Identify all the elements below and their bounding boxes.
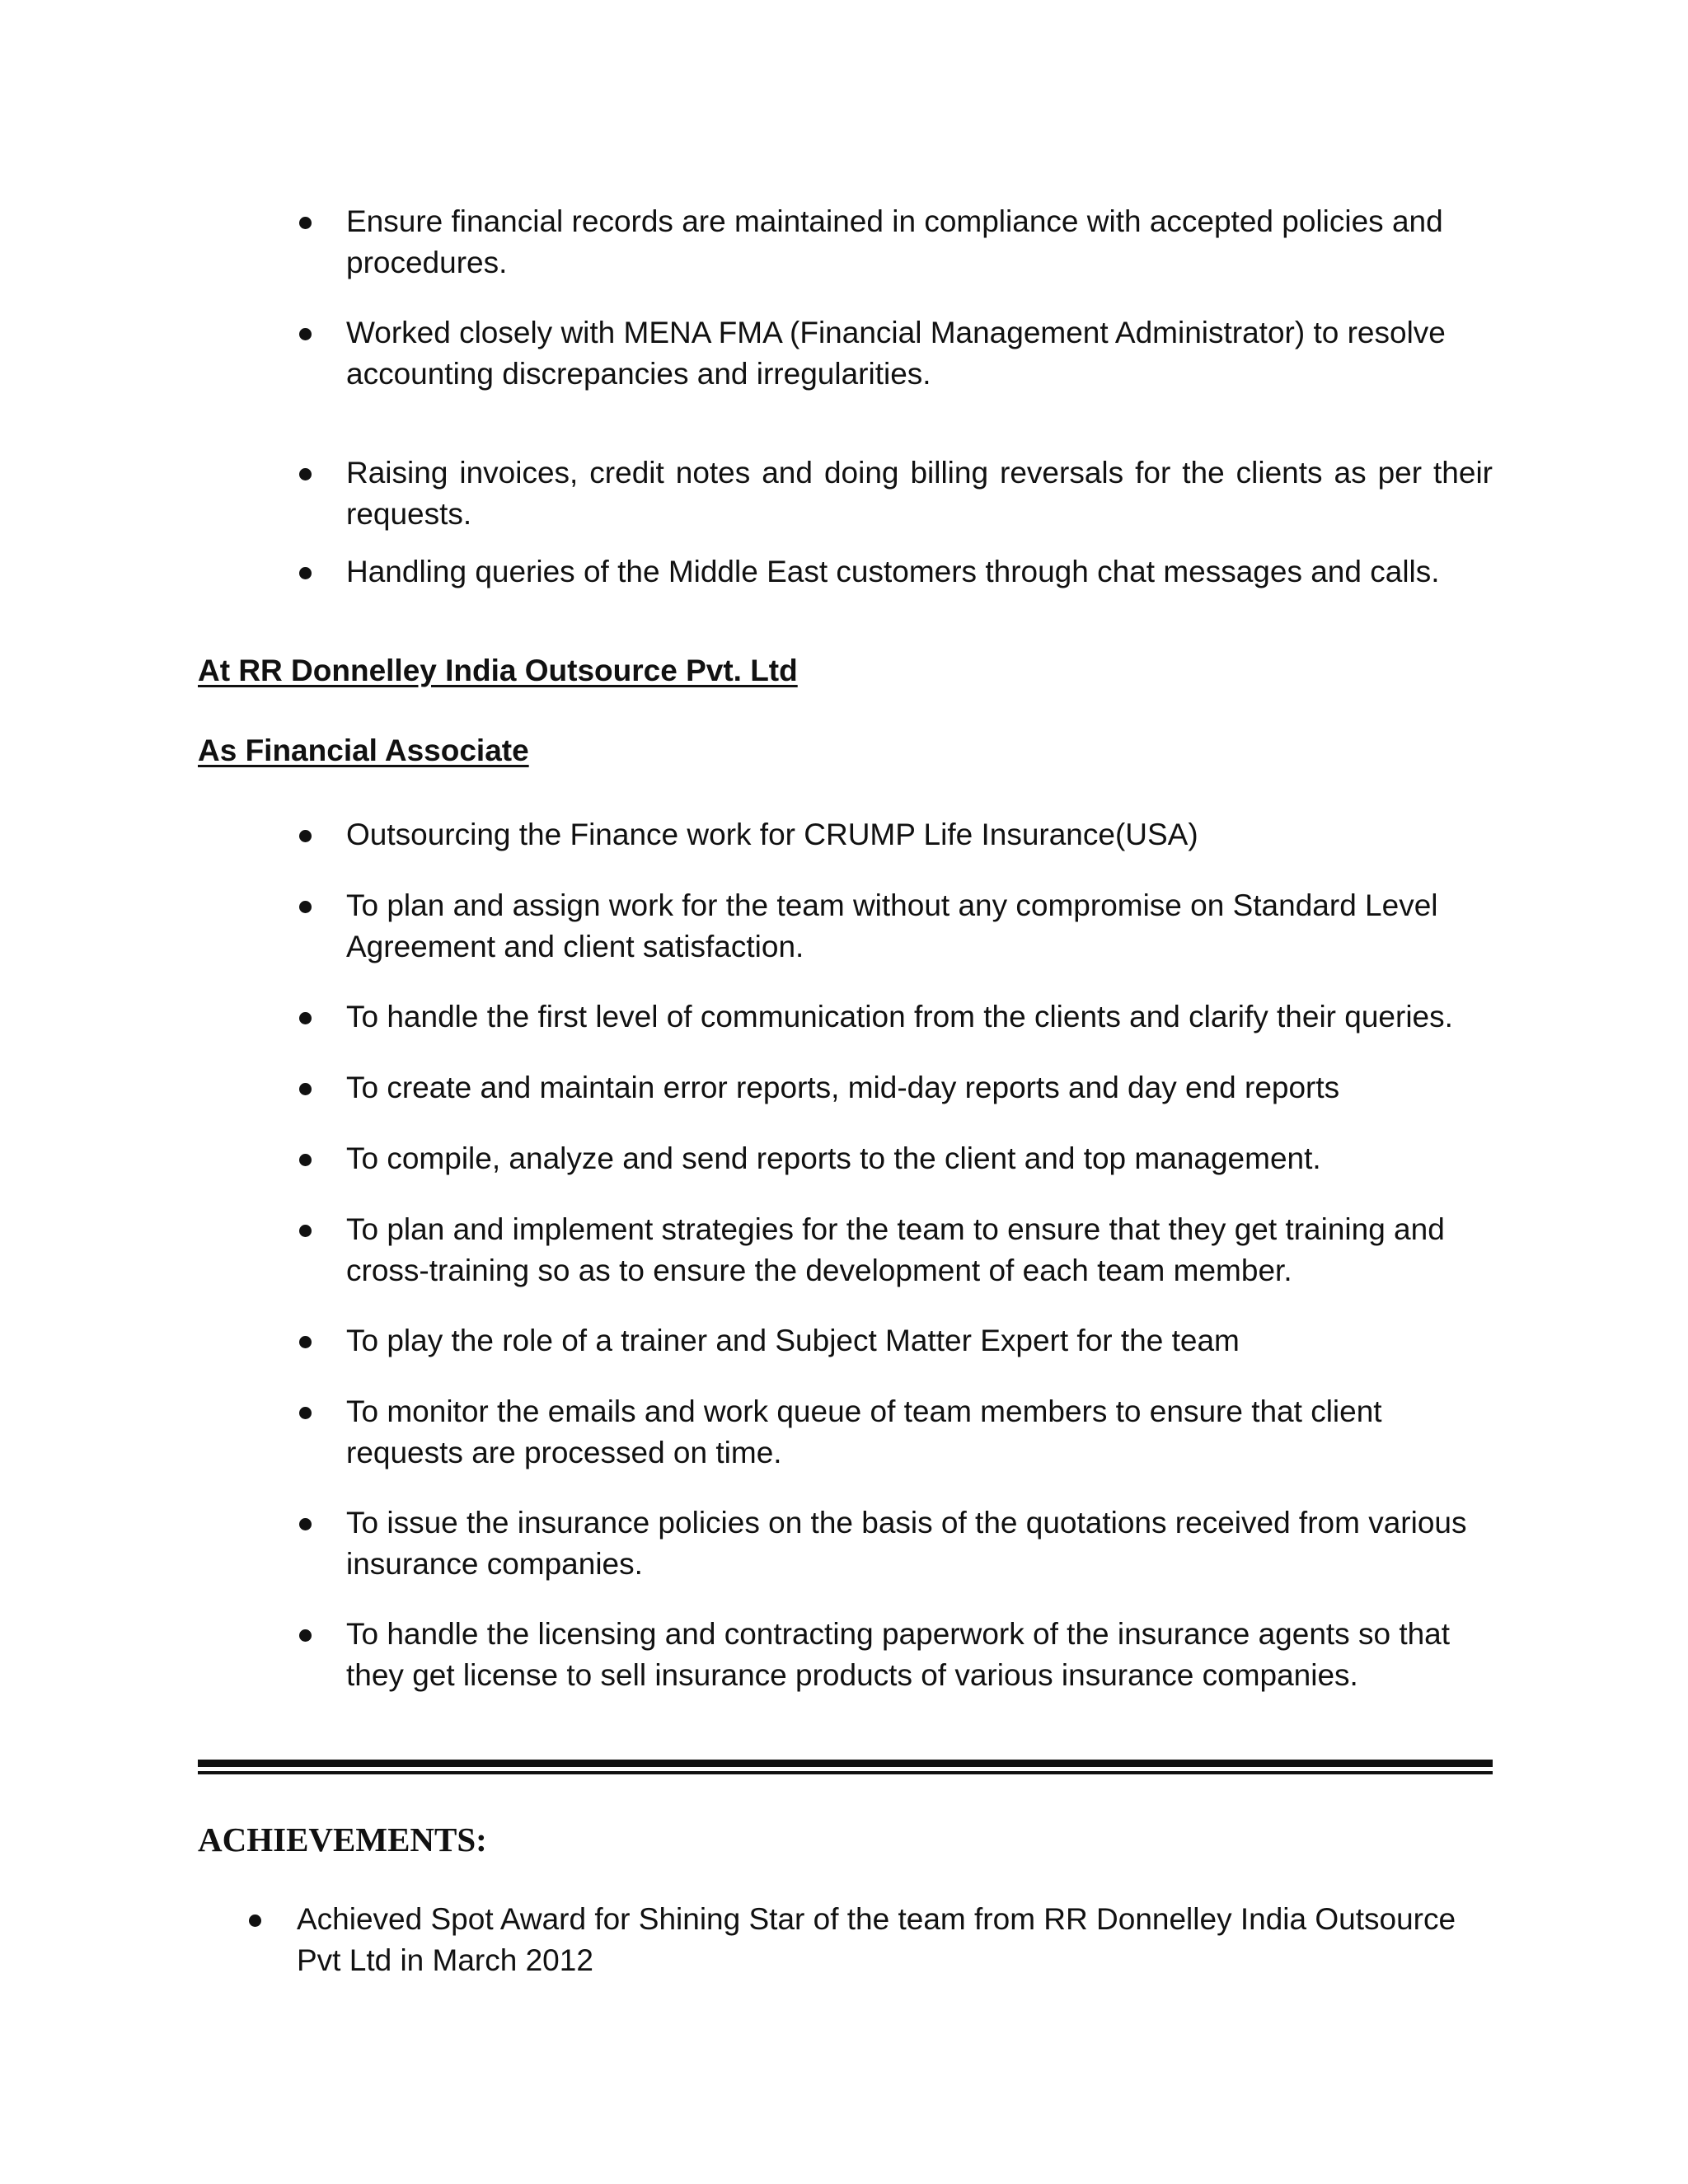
role-heading: As Financial Associate [198, 733, 529, 767]
divider-line-thick [198, 1760, 1493, 1767]
bullet-text: To compile, analyze and send reports to the client and top management. [346, 1141, 1321, 1175]
employer-heading: At RR Donnelley India Outsource Pvt. Ltd [198, 654, 798, 687]
bullet-icon [299, 1336, 312, 1348]
bullet-text: To plan and assign work for the team without any compromise on Standard Level Agreement and client satisfaction. [346, 888, 1438, 963]
bullet-icon [299, 1154, 312, 1166]
bullet-text: To create and maintain error reports, mid-day reports and day end reports [346, 1071, 1340, 1104]
bullet-text: To play the role of a trainer and Subject Matter Expert for the team [346, 1324, 1240, 1357]
bullet-text: Worked closely with MENA FMA (Financial Management Administrator) to resolve accounting discrepancies and irregularities. [346, 316, 1446, 391]
bullet-text: To issue the insurance policies on the basis of the quotations received from various insurance companies. [346, 1506, 1467, 1581]
bullet-text: To handle the first level of communication from the clients and clarify their queries. [346, 1000, 1453, 1033]
bullet-icon [299, 1083, 312, 1095]
bullet-icon [299, 1629, 312, 1642]
bullet-text: To monitor the emails and work queue of team members to ensure that client requests are processed on time. [346, 1394, 1382, 1469]
bullet-text: Achieved Spot Award for Shining Star of the team from RR Donnelley India Outsource Pvt Ltd in March 2012 [297, 1902, 1456, 1977]
bullet-text: To plan and implement strategies for the team to ensure that they get training and cross-training so as to ensure the development of each team member. [346, 1212, 1445, 1287]
bullet-icon [299, 468, 312, 480]
divider-line-thin [198, 1771, 1493, 1774]
bullet-icon [299, 830, 312, 842]
bullet-text: To handle the licensing and contracting paperwork of the insurance agents so that they get license to sell insurance products of various insurance companies. [346, 1617, 1451, 1692]
bullet-text: Outsourcing the Finance work for CRUMP Life Insurance(USA) [346, 818, 1198, 851]
bullet-text: Ensure financial records are maintained in compliance with accepted policies and procedures. [346, 204, 1443, 279]
bullet-icon [299, 1225, 312, 1237]
bullet-icon [299, 1518, 312, 1530]
bullet-icon [299, 901, 312, 913]
bullet-text: Raising invoices, credit notes and doing billing reversals for the clients as per their requests. [346, 456, 1493, 531]
bullet-icon [249, 1915, 261, 1927]
achievements-heading: ACHIEVEMENTS: [198, 1821, 487, 1858]
bullet-icon [299, 1012, 312, 1024]
bullet-text: Handling queries of the Middle East customers through chat messages and calls. [346, 555, 1440, 588]
bullet-icon [299, 1407, 312, 1419]
section-divider [198, 1760, 1493, 1778]
bullet-icon [299, 567, 312, 579]
bullet-icon [299, 217, 312, 229]
bullet-icon [299, 328, 312, 340]
